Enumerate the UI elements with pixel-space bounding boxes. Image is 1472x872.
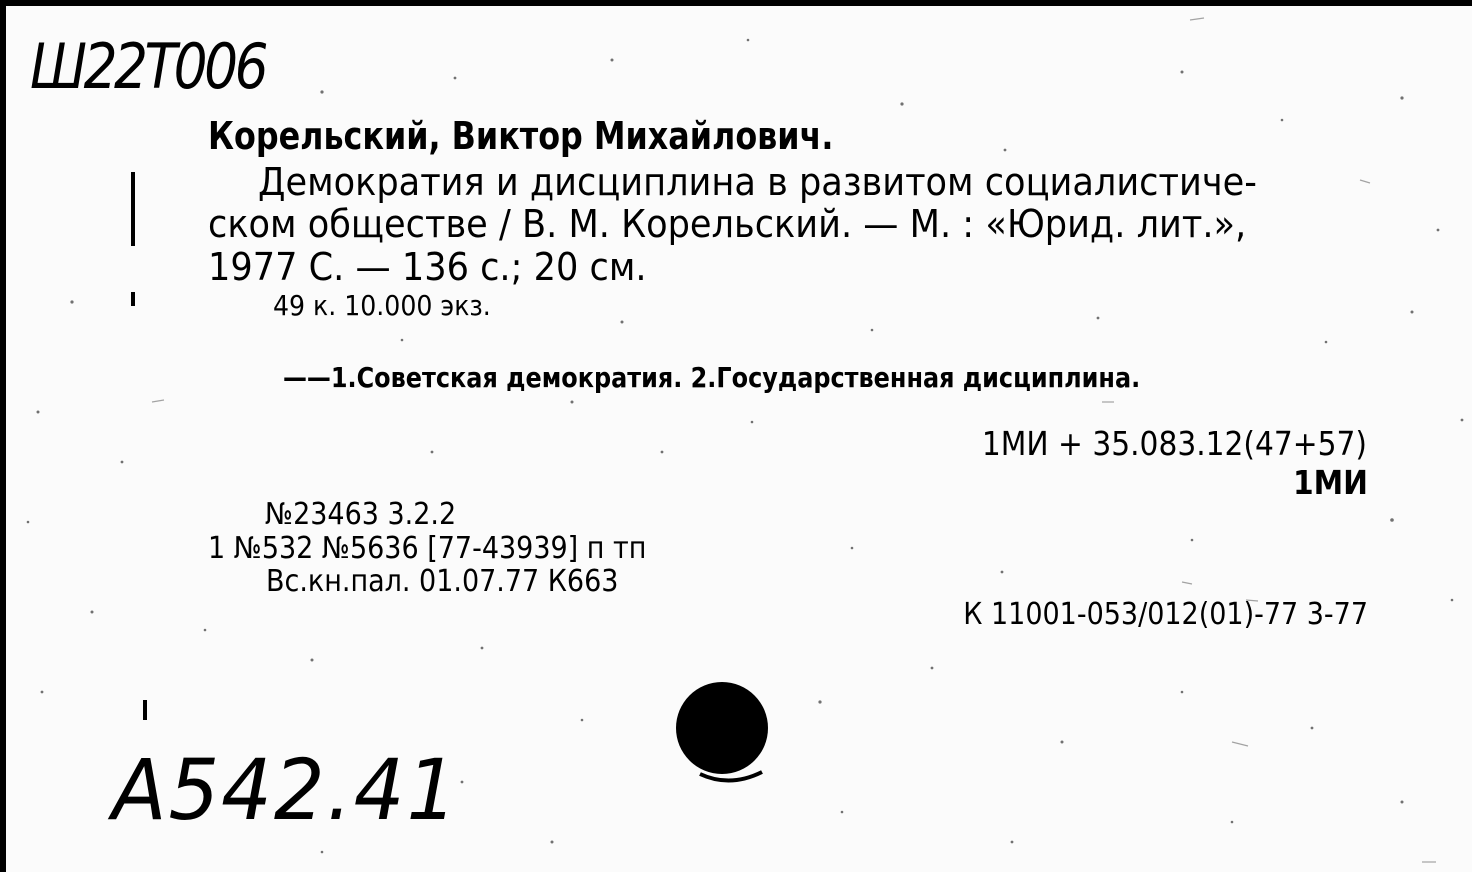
filing-mark [131,172,135,246]
registration-line: №23463 3.2.2 [265,497,457,532]
title-line: Демократия и дисциплина в развитом социалистиче- [258,160,1257,204]
classification-index-secondary: 1МИ [1292,463,1368,502]
handwritten-shelf-mark: А542.41 [112,741,460,839]
handwritten-call-number: Ш22Т006 [30,30,266,103]
title-line: ском обществе / В. М. Корельский. — М. : «Юрид. лит.», [208,202,1247,246]
filing-mark [131,292,135,306]
registration-line: Вс.кн.пал. 01.07.77 К663 [266,564,619,599]
registration-line: 1 №532 №5636 [77-43939] п тп [208,531,647,566]
title-line: 1977 С. — 136 с.; 20 см. [208,245,647,289]
punch-hole [672,678,782,788]
classification-index: 1МИ + 35.083.12(47+57) [981,424,1367,463]
price-and-print-run: 49 к. 10.000 экз. [273,289,491,322]
subject-headings: ——1.Советская демократия. 2.Государственная дисциплина. [283,361,1141,394]
publisher-code: К 11001-053/012(01)-77 3-77 [963,597,1368,632]
author-heading: Корельский, Виктор Михайлович. [208,114,834,158]
filing-mark [143,700,147,720]
